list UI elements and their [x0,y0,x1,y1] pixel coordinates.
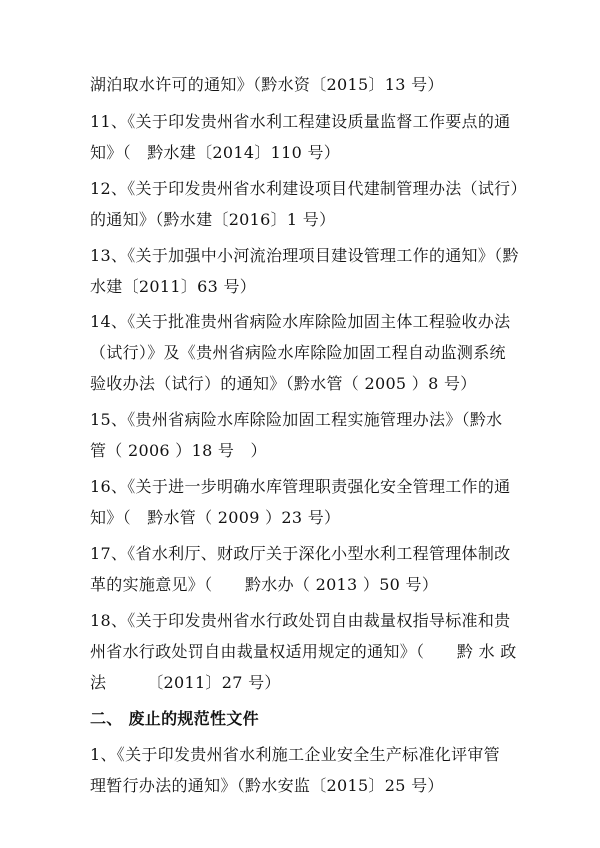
text-line: 水建〔2011〕63 号） [90,277,257,296]
text-line: 的通知》（黔水建〔2016〕1 号） [90,210,336,229]
list-item-13: 13、《关于加强中小河流治理项目建设管理工作的通知》（黔 [90,246,519,265]
list-item-17: 17、《省水利厅、财政厅关于深化小型水利工程管理体制改 [90,544,511,563]
text-line: 知》（ 黔水建〔2014〕110 号） [90,143,341,162]
text-line: 革的实施意见》（ 黔水办（ 2013 ）50 号） [90,575,439,594]
list-item-11: 11、《关于印发贵州省水利工程建设质量监督工作要点的通 [90,112,511,131]
list-item-18: 18、《关于印发贵州省水行政处罚自由裁量权指导标准和贵 [90,611,511,630]
list-item-14: 14、《关于批准贵州省病险水库除险加固主体工程验收办法 [90,312,511,331]
list-item-12: 12、《关于印发贵州省水利建设项目代建制管理办法（试行） [90,179,527,198]
text-line: 湖泊取水许可的通知》（黔水资〔2015〕13 号） [90,75,444,94]
text-line: 管（ 2006 ）18 号 ） [90,441,267,460]
list-item-16: 16、《关于进一步明确水库管理职责强化安全管理工作的通 [90,477,511,496]
text-line: 法 〔2011〕27 号） [90,673,281,692]
text-line: 理暂行办法的通知》（黔水安监〔2015〕25 号） [90,776,444,795]
text-line: 知》（ 黔水管（ 2009 ）23 号） [90,508,341,527]
text-line: 验收办法（试行）的通知》（黔水管（ 2005 ）8 号） [90,374,477,393]
list-item-1: 1、《关于印发贵州省水利施工企业安全生产标准化评审管 [90,745,500,764]
text-line: （试行）》及《贵州省病险水库除险加固工程自动监测系统 [90,343,506,362]
text-line: 州省水行政处罚自由裁量权适用规定的通知》（ 黔 水 政 [90,642,517,661]
section-heading: 二、 废止的规范性文件 [90,709,259,728]
list-item-15: 15、《贵州省病险水库除险加固工程实施管理办法》（黔水 [90,410,503,429]
